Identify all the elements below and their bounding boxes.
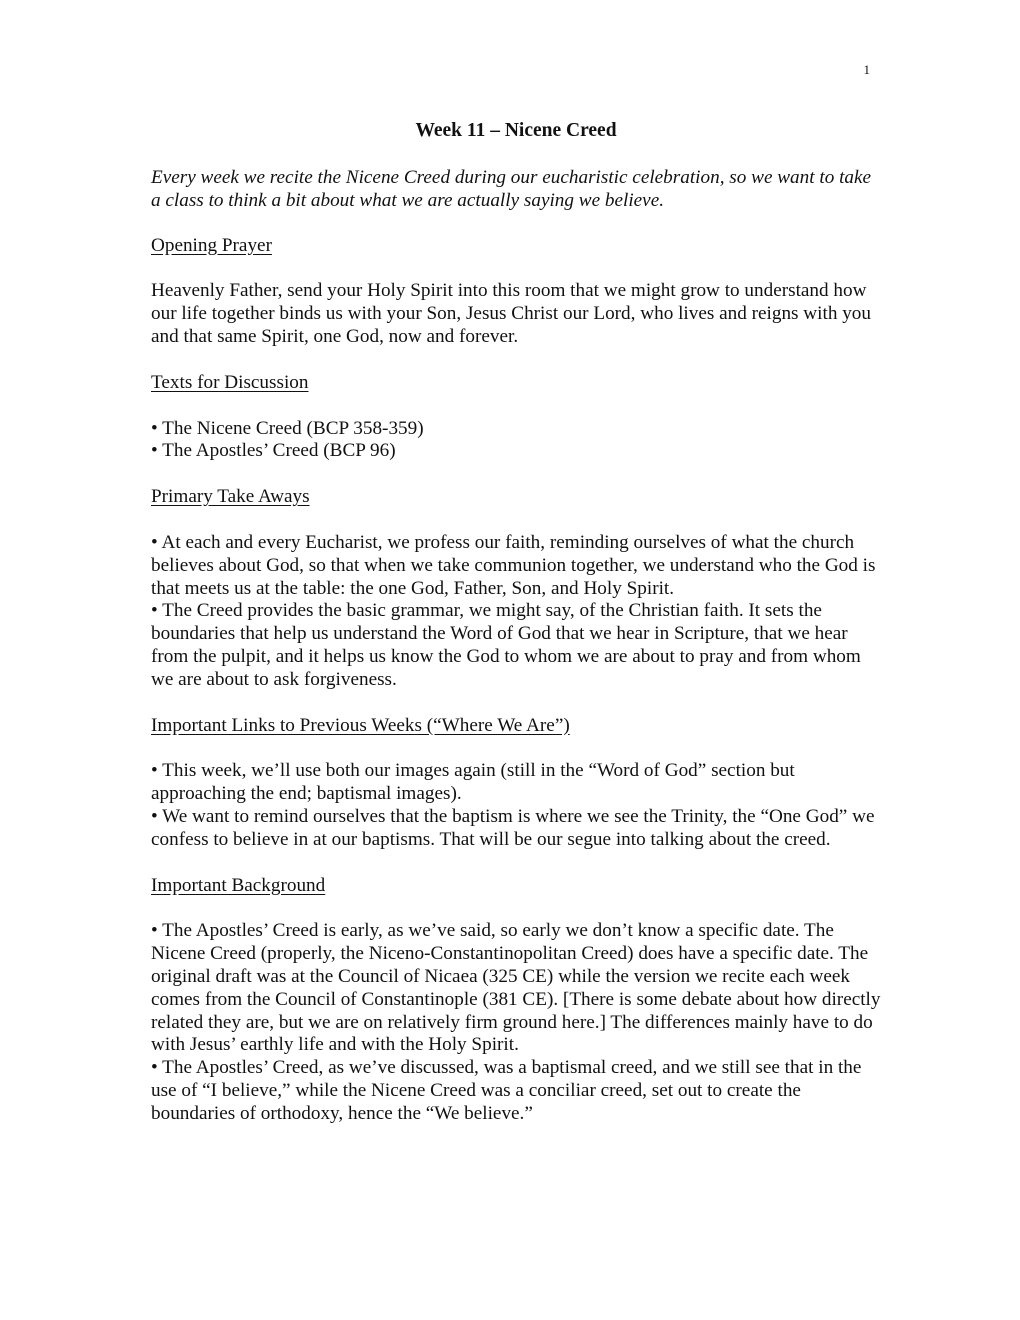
list-item-text: The Apostles’ Creed, as we’ve discussed, was a baptismal creed, and we still see that in the use of “I believe,” while the Nicene Creed was a conciliar creed, set out to create the boundaries of orthodoxy, hence the “We believe.”: [151, 1057, 862, 1124]
list-item-text: We want to remind ourselves that the baptism is where we see the Trinity, the “One God” we confess to believe in at our baptisms. That will be our segue into talking about the creed.: [151, 805, 875, 850]
list-item: [151, 600, 881, 691]
bullet-icon: •: [151, 805, 158, 827]
section-heading-links: Important Links to Previous Weeks (“Where We Are”): [151, 714, 570, 736]
list-item-text: The Apostles’ Creed is early, as we’ve said, so early we don’t know a specific date. The Nicene Creed (properly, the Niceno-Constantinopolitan Creed) does have a specific date. The original draft was at the Council of Nicaea (325 CE) while the version we recite each week comes from the Council of Constantinople (381 CE). [There is some debate about how directly related they are, but we are on relatively firm ground here.] The differences mainly have to do with Jesus’ earthly life and with the Holy Spirit.: [151, 920, 881, 1056]
list-item: [151, 440, 881, 463]
bullet-icon: •: [151, 920, 158, 942]
bullet-icon: •: [151, 417, 158, 439]
links-list: [151, 760, 881, 851]
document-body: [151, 118, 881, 1149]
background-list: [151, 920, 881, 1125]
list-item-text: The Nicene Creed (BCP 358-359): [162, 417, 424, 439]
list-item-text: At each and every Eucharist, we profess our faith, reminding ourselves of what the church believes about God, so that when we take communion together, we understand who the God is that meets us at the table: the one God, Father, Son, and Holy Spirit.: [151, 531, 876, 599]
texts-list: [151, 418, 881, 464]
list-item: [151, 920, 881, 1057]
section-heading-background: Important Background: [151, 874, 326, 896]
list-item: [151, 760, 881, 806]
list-item-text: The Apostles’ Creed (BCP 96): [162, 440, 396, 462]
list-item: [151, 806, 881, 852]
section-heading-takeaways: Primary Take Aways: [151, 486, 310, 508]
opening-prayer-text: Heavenly Father, send your Holy Spirit into this room that we might grow to understand how our life together binds us with your Son, Jesus Christ our Lord, who lives and reigns with you and that same Spirit, one God, now and forever.: [151, 280, 871, 347]
section-heading-texts: Texts for Discussion: [151, 371, 309, 393]
page-number: 1: [863, 62, 870, 77]
intro-paragraph: Every week we recite the Nicene Creed during our eucharistic celebration, so we want to take a class to think a bit about what we are actually saying we believe.: [151, 167, 872, 211]
list-item: [151, 1057, 881, 1125]
list-item-text: This week, we’ll use both our images again (still in the “Word of God” section but approaching the end; baptismal images).: [151, 760, 795, 805]
list-item: [151, 532, 881, 600]
bullet-icon: •: [151, 600, 158, 622]
bullet-icon: •: [151, 1057, 158, 1079]
section-heading-opening-prayer: Opening Prayer: [151, 234, 272, 256]
bullet-icon: •: [151, 440, 158, 462]
document-title: Week 11 – Nicene Creed: [415, 120, 617, 141]
list-item: [151, 418, 881, 441]
bullet-icon: •: [151, 760, 158, 782]
takeaways-list: [151, 532, 881, 692]
bullet-icon: •: [151, 531, 158, 553]
list-item-text: The Creed provides the basic grammar, we might say, of the Christian faith. It sets the boundaries that help us understand the Word of God that we hear in Scripture, that we hear from the pulpit, and it helps us know the God to whom we are about to pray and from whom we are about to ask forgiveness.: [151, 600, 861, 690]
